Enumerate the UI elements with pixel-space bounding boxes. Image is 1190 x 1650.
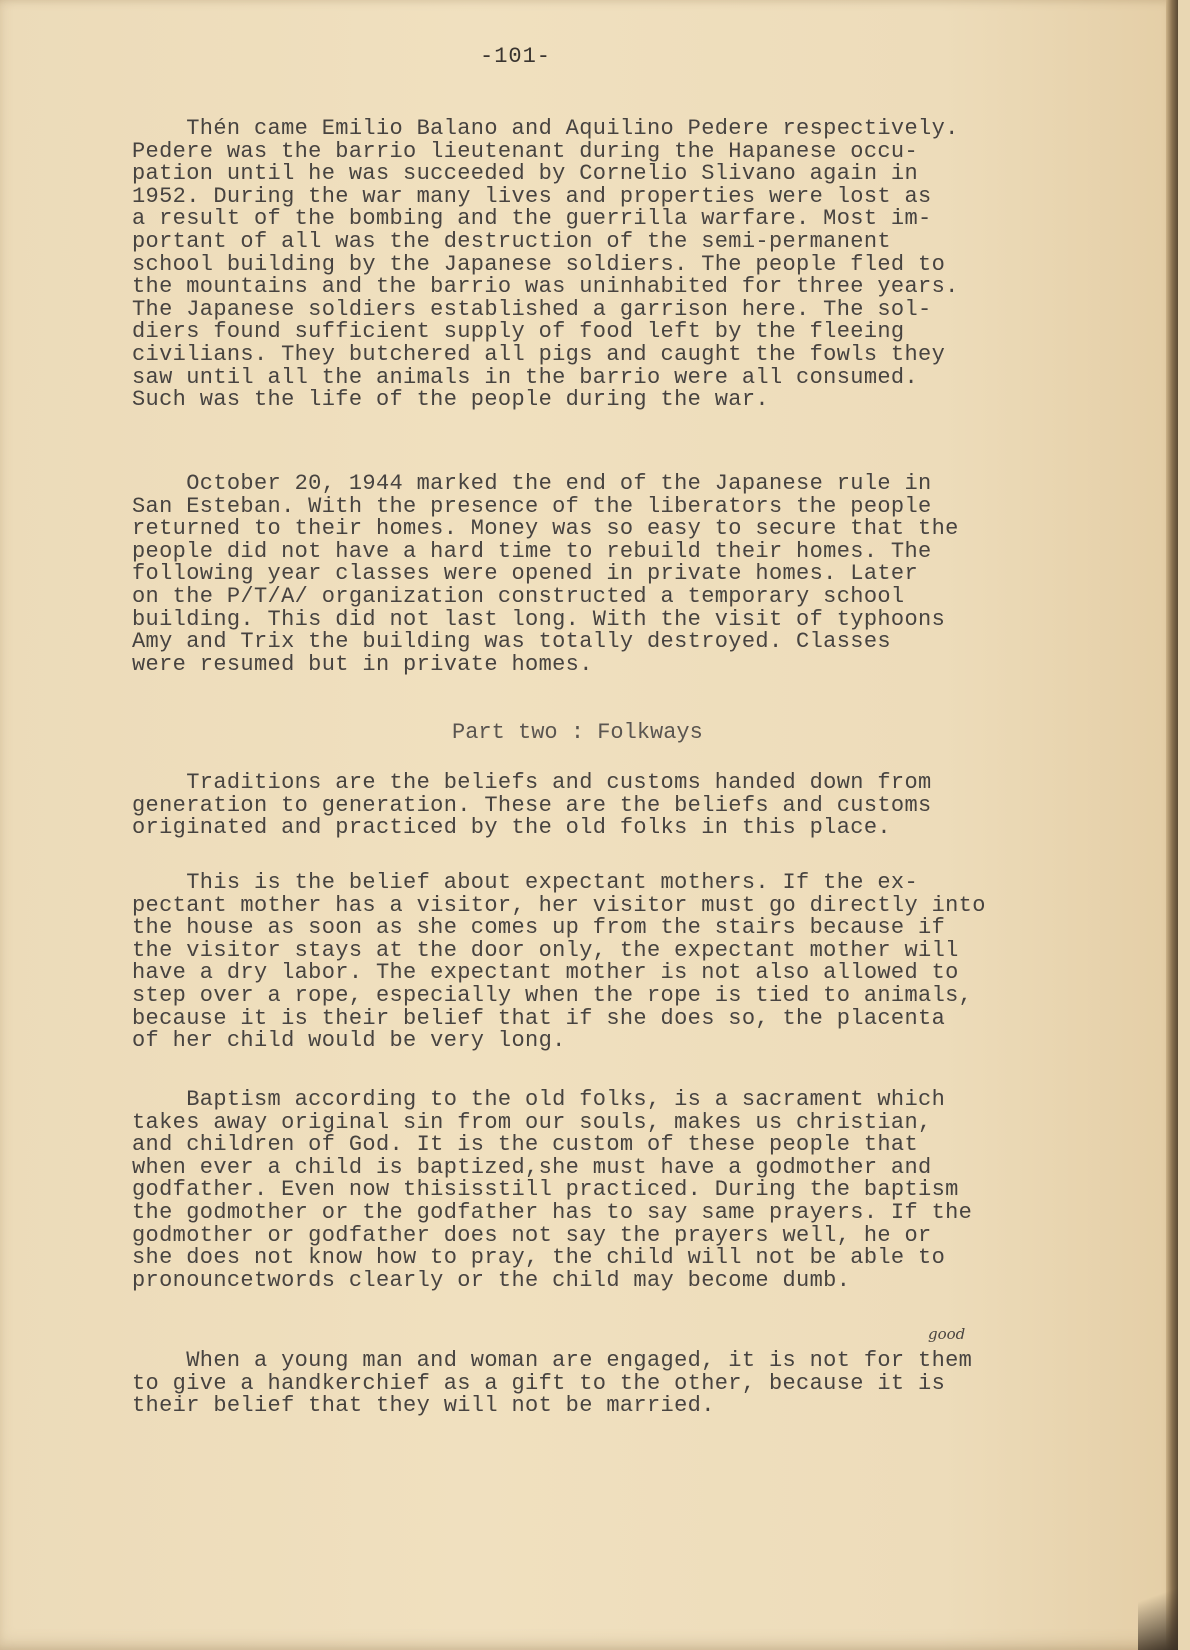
- text-line: Such was the life of the people during the war.: [132, 387, 769, 413]
- paragraph-history-war: [132, 118, 1092, 412]
- text-line: generation to generation. These are the beliefs and customs: [132, 792, 932, 818]
- text-line: people did not have a hard time to rebuild their homes. The: [132, 538, 932, 564]
- text-line: Amy and Trix the building was totally destroyed. Classes: [132, 629, 891, 655]
- text-line: godmother or godfather does not say the prayers well, he or: [132, 1222, 932, 1248]
- handwritten-annotation: good: [928, 1325, 966, 1343]
- text-line: of her child would be very long.: [132, 1028, 566, 1054]
- text-line: civilians. They butchered all pigs and caught the fowls they: [132, 341, 946, 367]
- text-line: on the P/T/A/ organization constructed a temporary school: [132, 583, 905, 609]
- text-line: diers found sufficient supply of food left by the fleeing: [132, 319, 905, 345]
- text-line: Thén came Emilio Balano and Aquilino Pedere respectively.: [132, 116, 959, 141]
- paragraph-traditions: [132, 772, 1092, 840]
- text-line: the godmother or the godfather has to say same prayers. If the: [132, 1199, 973, 1225]
- paragraph-baptism: [132, 1089, 1092, 1292]
- text-line: saw until all the animals in the barrio were all consumed.: [132, 364, 919, 390]
- text-line: The Japanese soldiers established a garrison here. The sol-: [132, 296, 932, 322]
- text-line: pectant mother has a visitor, her visitor must go directly into: [132, 892, 986, 918]
- page-number: -101-: [480, 44, 552, 69]
- section-heading: Part two : Folkways: [452, 720, 703, 745]
- text-line: Pedere was the barrio lieutenant during the Hapanese occu-: [132, 138, 919, 164]
- text-line: were resumed but in private homes.: [132, 651, 593, 677]
- text-line: Baptism according to the old folks, is a sacrament which: [132, 1087, 946, 1112]
- text-line: school building by the Japanese soldiers. The people fled to: [132, 251, 946, 277]
- text-line: the visitor stays at the door only, the expectant mother will: [132, 937, 959, 963]
- text-line: Traditions are the beliefs and customs handed down from: [132, 770, 932, 795]
- text-line: building. This did not last long. With the visit of typhoons: [132, 606, 946, 632]
- text-line: their belief that they will not be married.: [132, 1393, 715, 1419]
- text-line: October 20, 1944 marked the end of the Japanese rule in: [132, 471, 932, 496]
- text-line: have a dry labor. The expectant mother is not also allowed to: [132, 960, 959, 986]
- text-line: 1952. During the war many lives and properties were lost as: [132, 183, 932, 209]
- text-line: originated and practiced by the old folks in this place.: [132, 815, 891, 841]
- text-line: because it is their belief that if she does so, the placenta: [132, 1005, 946, 1031]
- text-line: the mountains and the barrio was uninhabited for three years.: [132, 274, 959, 300]
- text-line: when ever a child is baptized,she must have a godmother and: [132, 1154, 932, 1180]
- text-line: step over a rope, especially when the rope is tied to animals,: [132, 982, 973, 1008]
- paragraph-expectant-mothers: [132, 872, 1092, 1053]
- paragraph-liberation: [132, 473, 1092, 676]
- text-line: portant of all was the destruction of the semi-permanent: [132, 228, 891, 254]
- page-edge: [1166, 0, 1178, 1650]
- text-line: she does not know how to pray, the child will not be able to: [132, 1245, 946, 1271]
- text-line: pronouncetwords clearly or the child may become dumb.: [132, 1267, 851, 1293]
- page-corner-shadow: [1138, 1560, 1178, 1650]
- text-line: pation until he was succeeded by Cornelio Slivano again in: [132, 161, 919, 187]
- text-line: This is the belief about expectant mothers. If the ex-: [132, 870, 919, 895]
- text-line: and children of God. It is the custom of these people that: [132, 1132, 919, 1158]
- text-line: godfather. Even now thisisstill practiced. During the baptism: [132, 1177, 959, 1203]
- paragraph-engagement: [132, 1350, 1092, 1418]
- text-line: the house as soon as she comes up from the stairs because if: [132, 915, 946, 941]
- text-line: San Esteban. With the presence of the liberators the people: [132, 493, 932, 519]
- text-line: takes away original sin from our souls, makes us christian,: [132, 1109, 932, 1135]
- text-line: a result of the bombing and the guerrilla warfare. Most im-: [132, 206, 932, 232]
- text-line: to give a handkerchief as a gift to the other, because it is: [132, 1370, 946, 1396]
- text-line: following year classes were opened in private homes. Later: [132, 561, 919, 587]
- text-line: When a young man and woman are engaged, it is not for them: [132, 1348, 973, 1373]
- text-line: returned to their homes. Money was so easy to secure that the: [132, 516, 959, 542]
